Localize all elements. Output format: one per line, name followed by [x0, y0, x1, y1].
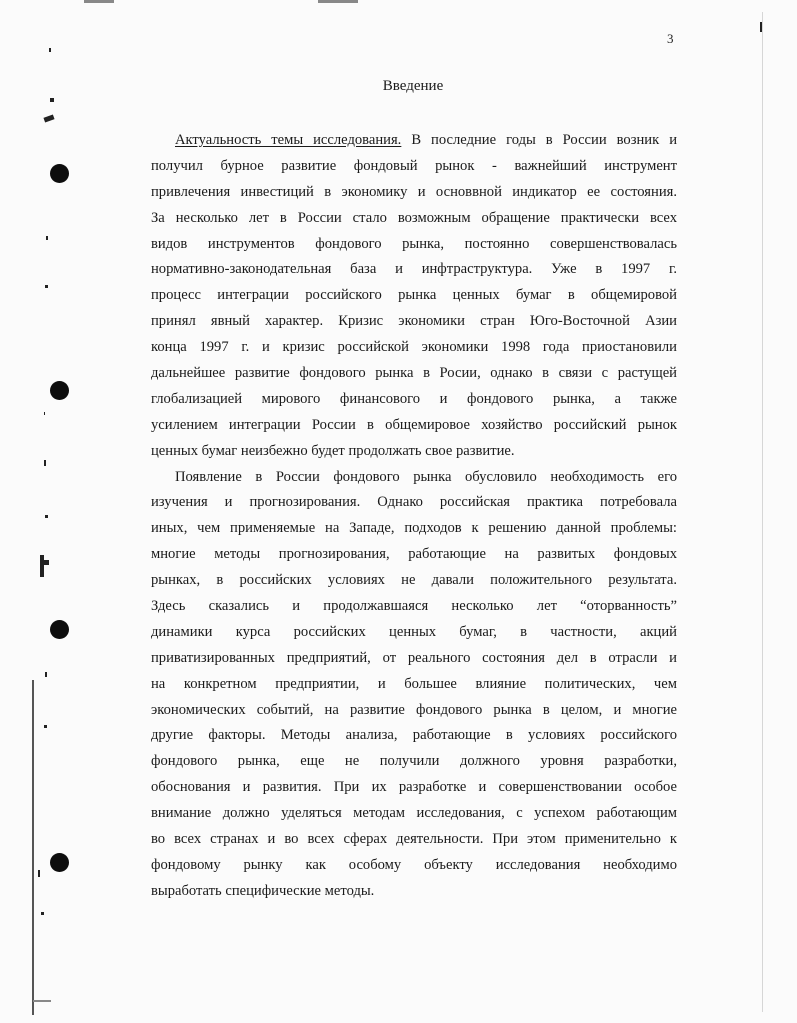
scan-speck — [38, 870, 40, 877]
text-line: рынках, в российских условиях не давали положительного результата. — [151, 572, 677, 589]
text-line-content: В последние годы в России возник и — [401, 132, 677, 148]
text-line: экономических событий, на развитие фондового рынка в целом, и многие — [151, 701, 677, 718]
scan-speck — [45, 672, 47, 677]
text-line: иных, чем применяемые на Западе, подходов к решению данной проблемы: — [151, 520, 677, 537]
relevance-lead: Актуальность темы исследования. — [175, 132, 402, 148]
text-line: приватизированных предприятий, от реального состояния дел в отрасли и — [151, 649, 677, 666]
binder-hole-1 — [50, 164, 69, 183]
text-line: выработать специфические методы. — [151, 882, 375, 899]
binder-hole-4 — [50, 853, 69, 872]
text-line: изучения и прогнозирования. Однако российская практика потребовала — [151, 494, 677, 511]
text-line: дальнейшее развитие фондового рынка в Росии, однако в связи с растущей — [151, 365, 677, 382]
page-edge-shadow — [762, 12, 763, 1012]
scan-speck — [42, 560, 49, 565]
scan-border-left — [32, 680, 34, 1015]
scan-speck — [45, 285, 48, 288]
scan-speck — [760, 22, 762, 32]
text-line: фондового рынка, еще не получили должного уровня разработки, — [151, 753, 677, 770]
scan-speck — [40, 555, 44, 577]
text-line: конца 1997 г. и кризис российской экономики 1998 года приостановили — [151, 339, 677, 356]
scan-speck — [43, 114, 54, 122]
text-line — [151, 128, 677, 154]
paragraph-relevance — [151, 128, 677, 465]
text-line: многие методы прогнозирования, работающие на развитых фондовых — [151, 546, 677, 563]
text-line: усилением интеграции России в общемировое хозяйство российский рынок — [151, 416, 677, 433]
scan-speck — [41, 912, 44, 915]
scan-speck — [45, 515, 48, 518]
text-line: Здесь сказались и продолжавшаяся несколько лет “оторванность” — [151, 598, 677, 615]
scan-speck — [44, 725, 47, 728]
section-heading: Введение — [382, 78, 444, 94]
binder-hole-2 — [50, 381, 69, 400]
text-line: глобализацией мирового финансового и фондового рынка, а также — [151, 390, 677, 407]
scan-speck — [44, 412, 45, 415]
text-line: Появление в России фондового рынка обусловило необходимость его — [175, 468, 677, 485]
scan-mark-top-mid — [318, 0, 358, 3]
scan-speck — [46, 236, 48, 240]
binder-hole-3 — [50, 620, 69, 639]
text-line: видов инструментов фондового рынка, постоянно совершенствовалась — [151, 235, 677, 252]
text-line: обоснования и развития. При их разработке и совершенствовании особое — [151, 779, 677, 796]
text-line: фондовому рынку как особому объекту исследования необходимо — [151, 856, 677, 873]
scan-speck — [50, 98, 54, 102]
text-line: внимание должно уделяться методам исследования, с успехом работающим — [151, 805, 677, 822]
scan-speck — [44, 460, 46, 466]
text-line: привлечения инвестиций в экономику и основвной индикатор ее состояния. — [151, 183, 677, 200]
paragraph-russian-market — [151, 465, 677, 905]
text-line: За несколько лет в России стало возможным обращение практически всех — [151, 209, 677, 226]
document-body — [151, 128, 677, 905]
text-line: процесс интеграции российского рынка ценных бумаг в общемировой — [151, 287, 677, 304]
page-number: 3 — [667, 31, 674, 46]
text-line: принял явный характер. Кризис экономики стран Юго-Восточной Азии — [151, 313, 677, 330]
text-line: во всех странах и во всех сферах деятельности. При этом применительно к — [151, 831, 677, 848]
text-line: на конкретном предприятии, и большее влияние политических, чем — [151, 675, 677, 692]
text-line: нормативно-законодательная база и инфтраструктура. Уже в 1997 г. — [151, 261, 677, 278]
scan-mark-top-left — [84, 0, 114, 3]
text-line: ценных бумаг неизбежно будет продолжать свое развитие. — [151, 442, 515, 459]
text-line: другие факторы. Методы анализа, работающие в условиях российского — [151, 727, 677, 744]
text-line: динамики курса российских ценных бумаг, в частности, акций — [151, 623, 677, 640]
text-line: получил бурное развитие фондовый рынок - важнейший инструмент — [151, 157, 677, 174]
scan-speck — [49, 48, 51, 52]
scan-border-bottom — [33, 1000, 51, 1002]
